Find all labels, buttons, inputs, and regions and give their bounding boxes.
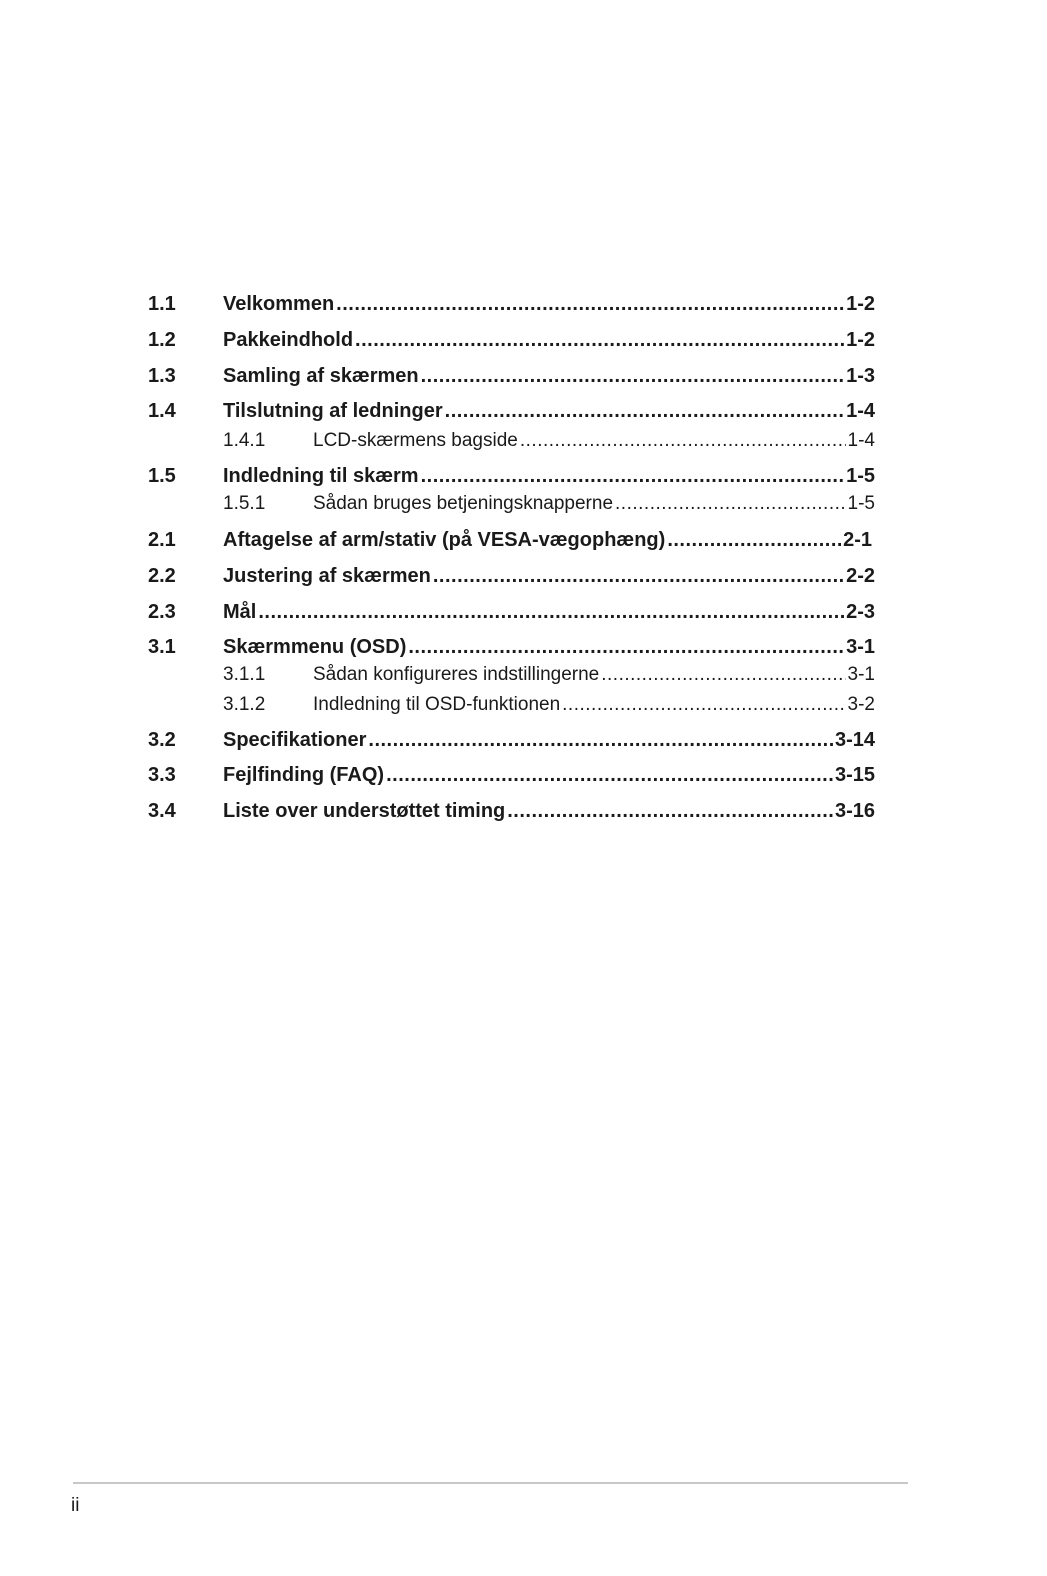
dot-leader [421, 463, 845, 489]
toc-entry-number: 1.4 [148, 400, 176, 422]
page-number: ii [71, 1495, 80, 1516]
toc-entry-number: 3.1.2 [223, 694, 266, 715]
toc-entry-title: Specifikationer [223, 729, 367, 751]
dot-leader [408, 634, 844, 660]
toc-entry-3-1[interactable] [0, 634, 1047, 660]
dot-leader [601, 662, 845, 688]
toc-entry-title: Tilslutning af ledninger [223, 400, 443, 422]
toc-entry-title: Skærmmenu (OSD) [223, 636, 407, 658]
toc-entry-page: 1-3 [846, 365, 875, 387]
dot-leader [520, 428, 846, 454]
toc-entry-title: Aftagelse af arm/stativ (på VESA-vægophæng) [223, 529, 666, 551]
toc-entry-2-1[interactable] [0, 527, 1047, 553]
toc-entry-1-3[interactable] [0, 363, 1047, 389]
dot-leader [336, 291, 844, 317]
toc-entry-title: Mål [223, 601, 257, 623]
toc-entry-number: 1.5.1 [223, 493, 266, 514]
toc-entry-title: Justering af skærmen [223, 565, 431, 587]
dot-leader [386, 762, 833, 788]
toc-entry-number: 1.2 [148, 329, 176, 351]
toc-entry-number: 3.2 [148, 729, 176, 751]
toc-entry-title: Indledning til skærm [223, 465, 419, 487]
footer-divider [73, 1482, 908, 1484]
dot-leader [433, 563, 844, 589]
toc-entry-number: 3.4 [148, 800, 176, 822]
toc-entry-number: 1.5 [148, 465, 176, 487]
toc-entry-number: 2.3 [148, 601, 176, 623]
toc-entry-page: 3-16 [834, 800, 875, 822]
toc-entry-2-3[interactable] [0, 599, 1047, 625]
toc-entry-page: 2-1 [843, 529, 872, 551]
toc-entry-1-4-1[interactable] [0, 428, 1047, 454]
toc-entry-page: 2-3 [846, 601, 875, 623]
dot-leader [445, 398, 844, 424]
toc-entry-title: Velkommen [223, 293, 335, 315]
toc-entry-1-1[interactable] [0, 291, 1047, 317]
dot-leader [667, 527, 841, 553]
toc-entry-page: 1-5 [847, 493, 875, 514]
toc-entry-number: 2.2 [148, 565, 176, 587]
toc-entry-page: 2-2 [846, 565, 875, 587]
toc-entry-page: 1-5 [846, 465, 875, 487]
toc-entry-number: 1.3 [148, 365, 176, 387]
dot-leader [615, 491, 846, 517]
toc-entry-title: Sådan konfigureres indstillingerne [313, 664, 600, 685]
toc-entry-title: Liste over understøttet timing [223, 800, 506, 822]
toc-entry-title: Indledning til OSD-funktionen [313, 694, 561, 715]
toc-entry-number: 3.1 [148, 636, 176, 658]
dot-leader [507, 798, 833, 824]
toc-entry-3-4[interactable] [0, 798, 1047, 824]
toc-entry-number: 3.1.1 [223, 664, 266, 685]
toc-entry-page: 3-2 [847, 694, 875, 715]
dot-leader [421, 363, 844, 389]
toc-entry-page: 3-1 [847, 664, 875, 685]
toc-entry-1-4[interactable] [0, 398, 1047, 424]
toc-entry-3-2[interactable] [0, 727, 1047, 753]
toc-entry-1-5[interactable] [0, 463, 1047, 489]
dot-leader [368, 727, 833, 753]
toc-entry-title: Fejlfinding (FAQ) [223, 764, 385, 786]
toc-entry-number: 1.1 [148, 293, 176, 315]
toc-entry-page: 1-4 [847, 430, 875, 451]
toc-entry-page: 3-1 [846, 636, 875, 658]
toc-entry-number: 3.3 [148, 764, 176, 786]
toc-entry-3-3[interactable] [0, 762, 1047, 788]
toc-entry-title: Pakkeindhold [223, 329, 354, 351]
toc-entry-1-5-1[interactable] [0, 491, 1047, 517]
toc-entry-3-1-1[interactable] [0, 662, 1047, 688]
toc-entry-title: Sådan bruges betjeningsknapperne [313, 493, 614, 514]
toc-entry-3-1-2[interactable] [0, 692, 1047, 718]
toc-entry-page: 1-2 [846, 293, 875, 315]
toc-entry-1-2[interactable] [0, 327, 1047, 353]
toc-entry-2-2[interactable] [0, 563, 1047, 589]
dot-leader [258, 599, 844, 625]
toc-entry-title: Samling af skærmen [223, 365, 419, 387]
dot-leader [562, 692, 845, 718]
dot-leader [355, 327, 844, 353]
toc-entry-number: 2.1 [148, 529, 176, 551]
toc-entry-page: 3-15 [834, 764, 875, 786]
toc-entry-page: 1-2 [846, 329, 875, 351]
toc-entry-page: 3-14 [834, 729, 875, 751]
toc-entry-page: 1-4 [846, 400, 875, 422]
toc-entry-title: LCD-skærmens bagside [313, 430, 518, 451]
toc-entry-number: 1.4.1 [223, 430, 266, 451]
